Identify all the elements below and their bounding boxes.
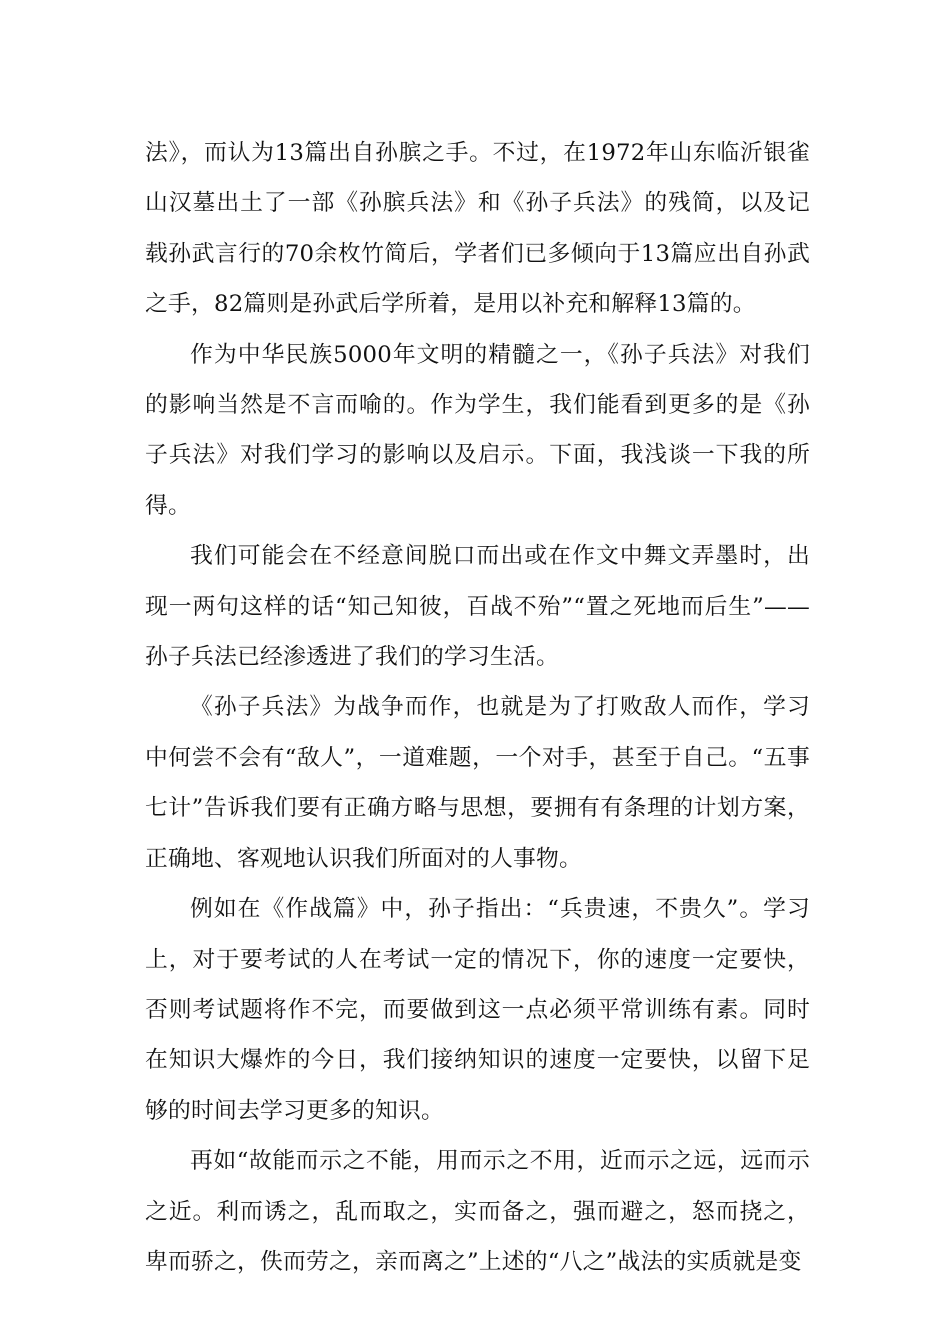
paragraph-4: 《孙子兵法》为战争而作，也就是为了打败敌人而作，学习中何尝不会有“敌人”，一道难题，一个对手，甚至于自己。“五事七计”告诉我们要有正确方略与思想，要拥有有条理的计划方案，正确地、客观地认识我们所面对的人事物。: [145, 694, 810, 872]
paragraph-1: 法》，而认为13篇出自孙膑之手。不过，在1972年山东临沂银雀山汉墓出土了一部《孙膑兵法》和《孙子兵法》的残简，以及记载孙武言行的70余枚竹简后，学者们已多倾向于13篇应出自孙武之手，82篇则是孙武后学所着，是用以补充和解释13篇的。: [145, 140, 810, 318]
paragraph-5: 例如在《作战篇》中，孙子指出：“兵贵速，不贵久”。学习上，对于要考试的人在考试一定的情况下，你的速度一定要快，否则考试题将作不完，而要做到这一点必须平常训练有素。同时在知识大爆炸的今日，我们接纳知识的速度一定要快，以留下足够的时间去学习更多的知识。: [145, 896, 810, 1124]
document-body: [145, 128, 810, 1287]
paragraph-3: 我们可能会在不经意间脱口而出或在作文中舞文弄墨时，出现一两句这样的话“知己知彼，百战不殆”“置之死地而后生”——孙子兵法已经渗透进了我们的学习生活。: [145, 543, 810, 671]
paragraph-6: 再如“故能而示之不能，用而示之不用，近而示之远，远而示之近。利而诱之，乱而取之，实而备之，强而避之，怒而挠之，卑而骄之，佚而劳之，亲而离之”上述的“八之”战法的实质就是变: [145, 1148, 810, 1275]
paragraph-2: 作为中华民族5000年文明的精髓之一，《孙子兵法》对我们的影响当然是不言而喻的。作为学生，我们能看到更多的是《孙子兵法》对我们学习的影响以及启示。下面，我浅谈一下我的所得。: [145, 341, 810, 519]
